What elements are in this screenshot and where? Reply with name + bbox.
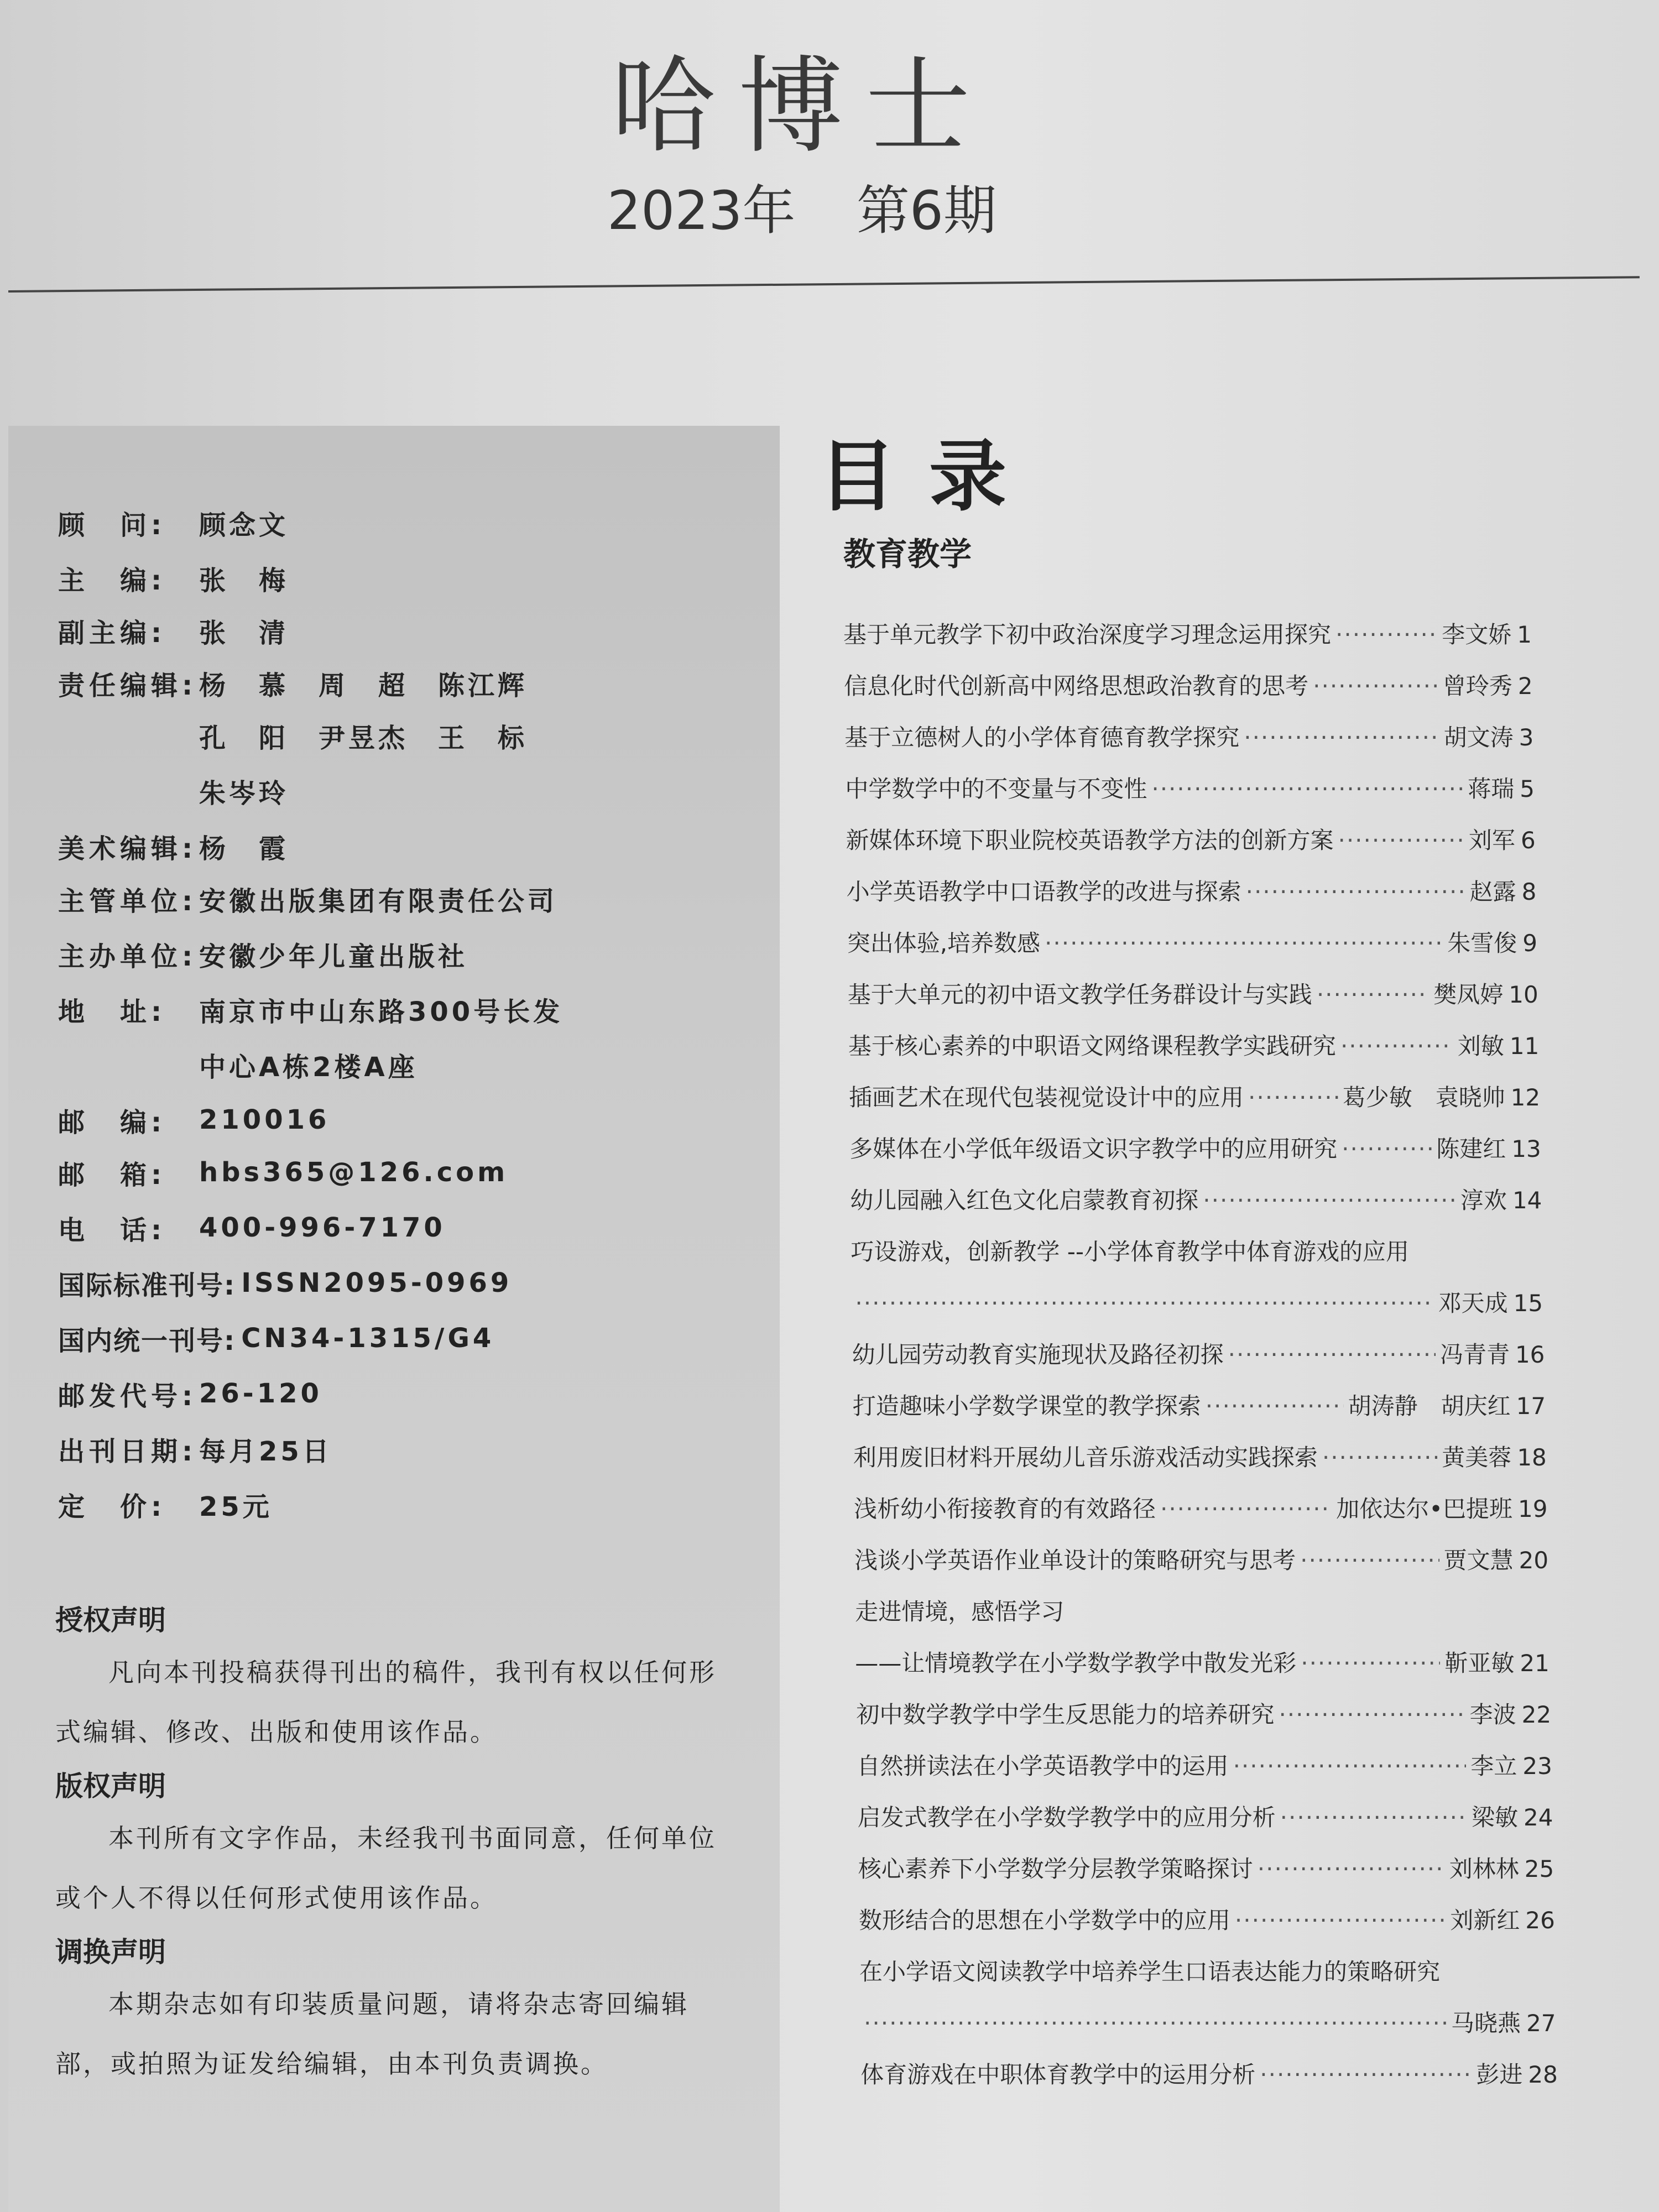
info-row	[58, 661, 528, 705]
toc-entry-author: 朱雪俊	[1447, 930, 1517, 957]
info-label: 主办单位:	[58, 941, 197, 972]
toc-leader-dots	[1335, 621, 1437, 648]
toc-entry-title: 浅谈小学英语作业单设计的策略研究与思考	[854, 1547, 1296, 1574]
toc-entry	[860, 2057, 1558, 2095]
toc-leader-dots	[1248, 1084, 1338, 1111]
toc-entry-author: 李文娇	[1442, 621, 1512, 648]
toc-entry-author: 樊凤婷	[1433, 981, 1504, 1008]
toc-entry	[854, 1491, 1547, 1530]
info-row	[58, 769, 289, 813]
info-label: 副主编:	[58, 617, 166, 649]
toc-entry-page: 9	[1522, 930, 1538, 957]
declaration-text: 凡向本刊投稿获得刊出的稿件，我刊有权以任何形式编辑、修改、出版和使用该作品。	[55, 1657, 717, 1747]
toc-entry-page: 11	[1509, 1032, 1540, 1060]
info-label: 主管单位:	[58, 885, 197, 917]
info-row	[58, 1206, 446, 1250]
toc-entry-title: 基于大单元的初中语文教学任务群设计与实践	[847, 981, 1312, 1008]
toc-leader-dots	[1340, 1032, 1453, 1060]
info-label: 美术编辑:	[58, 833, 197, 864]
toc-entry-title: 多媒体在小学低年级语文识字教学中的应用研究	[849, 1135, 1338, 1162]
toc-entry-title: 走进情境，感悟学习	[855, 1598, 1065, 1625]
toc-entry	[847, 925, 1537, 964]
toc-entry-page: 17	[1516, 1392, 1546, 1420]
toc-entry-title: 核心素养下小学数学分层教学策略探讨	[858, 1855, 1253, 1882]
toc-entry-title: 利用废旧材料开展幼儿音乐游戏活动实践探索	[853, 1444, 1318, 1471]
info-row	[58, 1316, 494, 1360]
toc-entry-author: 梁敏	[1472, 1804, 1519, 1831]
toc-entry	[855, 1645, 1550, 1684]
info-row	[58, 987, 563, 1031]
info-label: 邮 编:	[58, 1107, 166, 1138]
info-row	[58, 1371, 322, 1416]
info-value: 杨 慕 周 超 陈江辉	[199, 670, 528, 701]
info-label: 地 址:	[58, 996, 166, 1027]
toc-entry	[858, 1851, 1554, 1890]
toc-entry	[847, 874, 1537, 912]
toc-entry-title: 插画艺术在现代包装视觉设计中的应用	[849, 1084, 1244, 1111]
toc-entry-author: 淳欢	[1460, 1187, 1507, 1214]
toc-entry-page: 25	[1524, 1855, 1554, 1882]
toc-entry	[854, 1542, 1548, 1581]
toc-entry-title: 巧设游戏，创新教学 --小学体育教学中体育游戏的应用	[851, 1238, 1410, 1265]
toc-leader-dots	[1342, 1135, 1432, 1162]
toc-leader-dots	[1206, 1392, 1344, 1420]
toc-entry-title: 基于单元教学下初中政治深度学习理念运用探究	[843, 621, 1332, 648]
toc-leader-dots	[1160, 1495, 1332, 1522]
info-value: 安徽少年儿童出版社	[199, 941, 468, 972]
toc-entry-page: 22	[1521, 1701, 1552, 1728]
toc-entry-title: 幼儿园劳动教育实施现状及路径初探	[852, 1341, 1224, 1368]
info-value: 杨 霞	[199, 833, 289, 864]
toc-leader-dots	[1322, 1444, 1437, 1471]
declaration-text: 本期杂志如有印装质量问题，请将杂志寄回编辑部，或拍照为证发给编辑，由本刊负责调换。	[55, 1989, 689, 2079]
declaration-text: 本刊所有文字作品，未经我刊书面同意，任何单位或个人不得以任何形式使用该作品。	[55, 1823, 717, 1913]
toc-leader-dots	[1235, 1907, 1446, 1934]
info-value: 安徽出版集团有限责任公司	[199, 885, 558, 917]
toc-entry-title: 体育游戏在中职体育教学中的运用分析	[860, 2061, 1256, 2088]
toc-entry-title: 突出体验,培养数感	[847, 930, 1041, 957]
toc-title: 目录	[818, 432, 1040, 522]
toc-leader-dots	[1317, 981, 1429, 1008]
declaration-heading: 调换声明	[55, 1936, 166, 1968]
toc-entry-author: 刘敏	[1457, 1032, 1504, 1060]
toc-entry-title: 中学数学中的不变量与不变性	[845, 775, 1147, 802]
info-value: ISSN2095-0969	[241, 1267, 513, 1298]
info-value: 张 清	[199, 617, 289, 649]
toc-entry-page: 20	[1519, 1547, 1549, 1574]
toc-entry-subtitle: ——让情境教学在小学数学教学中散发光彩	[855, 1650, 1297, 1677]
toc-entry	[844, 668, 1533, 707]
toc-entry-author: 葛少敏 袁晓帅	[1342, 1084, 1505, 1111]
toc-leader-dots	[1301, 1650, 1440, 1677]
toc-entry-page: 12	[1510, 1084, 1541, 1111]
toc-entry-page: 3	[1519, 724, 1534, 751]
toc-entry-page: 18	[1517, 1444, 1547, 1471]
info-row	[58, 1150, 508, 1194]
toc-entry-author: 靳亚敏	[1444, 1650, 1515, 1677]
toc-entry	[849, 1079, 1540, 1118]
toc-entry-title: 打造趣味小学数学课堂的教学探索	[852, 1392, 1201, 1420]
info-label: 定 价:	[58, 1491, 166, 1522]
toc-leader-dots	[1228, 1341, 1436, 1368]
info-label: 邮 箱:	[58, 1159, 166, 1191]
info-row	[58, 1261, 512, 1305]
toc-entry-author: 邓天成	[1438, 1290, 1508, 1317]
toc-entry-author: 李波	[1469, 1701, 1516, 1728]
info-value: 400-996-7170	[199, 1212, 446, 1243]
toc-entry	[850, 1182, 1542, 1221]
info-value: 南京市中山东路300号长发	[199, 996, 564, 1027]
info-label: 主 编:	[58, 565, 166, 596]
info-label: 电 话:	[58, 1214, 166, 1246]
info-row	[58, 713, 528, 758]
toc-leader-dots	[1203, 1187, 1456, 1214]
toc-entry-title: 小学英语教学中口语教学的改进与探索	[846, 878, 1241, 905]
toc-entry-author: 胡文涛	[1443, 724, 1514, 751]
declaration-heading: 版权声明	[55, 1770, 166, 1802]
toc-entry-author: 刘林林	[1449, 1855, 1519, 1882]
info-label: 出刊日期:	[58, 1436, 197, 1467]
toc-entry-title: 基于立德树人的小学体育德育教学探究	[844, 724, 1240, 751]
toc-entry-author: 陈建红	[1436, 1135, 1506, 1162]
issue-line	[0, 169, 1604, 244]
info-value: 每月25日	[199, 1436, 332, 1467]
info-value: 顾念文	[199, 509, 289, 541]
info-row	[58, 932, 468, 976]
toc-entry-title: 自然拼读法在小学英语教学中的运用	[857, 1752, 1229, 1780]
toc-entry	[851, 1285, 1543, 1324]
toc-entry-page: 10	[1509, 981, 1538, 1008]
toc-entry-page: 1	[1517, 621, 1532, 648]
declaration-heading: 授权声明	[55, 1604, 166, 1636]
toc-leader-dots	[855, 1290, 1433, 1317]
info-row	[58, 824, 289, 868]
toc-entry-page: 21	[1520, 1650, 1550, 1677]
toc-entry-author: 冯青青	[1439, 1341, 1510, 1368]
info-row	[58, 877, 557, 921]
toc-leader-dots	[1313, 672, 1438, 700]
toc-leader-dots	[1338, 827, 1464, 854]
info-value: 25元	[199, 1491, 273, 1522]
info-row	[58, 556, 289, 600]
toc-leader-dots	[864, 2010, 1447, 2037]
toc-entry	[856, 1697, 1551, 1735]
info-value: 210016	[199, 1104, 330, 1135]
toc-entry-page: 15	[1513, 1290, 1543, 1317]
toc-entry-page: 5	[1520, 775, 1535, 802]
toc-entry-page: 28	[1528, 2061, 1558, 2088]
magazine-title: 哈博士	[611, 45, 993, 168]
info-row	[58, 1098, 330, 1142]
info-label: 顾 问:	[58, 509, 166, 541]
toc-entry	[857, 1748, 1552, 1787]
toc-entry-title: 基于核心素养的中职语文网络课程教学实践研究	[848, 1032, 1336, 1060]
toc-entry-page: 27	[1526, 2010, 1556, 2037]
toc-leader-dots	[1246, 878, 1465, 905]
toc-entry-page: 2	[1517, 672, 1533, 700]
toc-entry-title: 新媒体环境下职业院校英语教学方法的创新方案	[846, 827, 1334, 854]
toc-entry-title: 幼儿园融入红色文化启蒙教育初探	[850, 1187, 1199, 1214]
info-label: 邮发代号:	[58, 1380, 197, 1412]
toc-entry	[845, 771, 1535, 810]
toc-section-heading: 教育教学	[843, 535, 972, 573]
info-value: 26-120	[199, 1378, 322, 1409]
info-label: 国内统一刊号:	[58, 1325, 236, 1357]
toc-entry	[846, 822, 1535, 861]
toc-entry-page: 23	[1522, 1752, 1552, 1780]
issue-year: 2023年	[607, 180, 796, 242]
toc-entry-title: 启发式教学在小学数学教学中的应用分析	[857, 1804, 1276, 1831]
toc-entry-title: 浅析幼小衔接教育的有效路径	[853, 1495, 1156, 1522]
toc-entry-author: 黄美蓉	[1442, 1444, 1512, 1471]
info-value: 中心A栋2楼A座	[199, 1051, 418, 1083]
toc-entry	[853, 1388, 1546, 1427]
toc-entry-author: 加依达尔•巴提班	[1336, 1495, 1512, 1522]
info-row	[58, 500, 289, 545]
toc-entry	[858, 1799, 1553, 1838]
toc-entry-author: 刘新红	[1450, 1907, 1520, 1934]
toc-entry-page: 16	[1515, 1341, 1545, 1368]
toc-leader-dots	[1280, 1804, 1467, 1831]
toc-entry	[849, 1131, 1541, 1170]
toc-entry-title: 信息化时代创新高中网络思想政治教育的思考	[844, 672, 1309, 700]
toc-entry-author: 赵露	[1469, 878, 1516, 905]
toc-entry-page: 14	[1512, 1187, 1542, 1214]
toc-leader-dots	[1279, 1701, 1465, 1728]
info-value: hbs365@126.com	[199, 1157, 509, 1188]
toc-leader-dots	[1300, 1547, 1439, 1574]
info-row	[58, 1427, 332, 1471]
toc-entry-page: 19	[1518, 1495, 1548, 1522]
toc-entry	[859, 2005, 1556, 2044]
toc-entry-title: 初中数学教学中学生反思能力的培养研究	[856, 1701, 1275, 1728]
toc-entry	[848, 977, 1538, 1015]
toc-entry	[852, 1337, 1545, 1375]
toc-entry-author: 李立	[1470, 1752, 1517, 1780]
toc-entry-author: 马晓燕	[1451, 2010, 1521, 2037]
toc-entry	[843, 617, 1532, 655]
toc-leader-dots	[1151, 775, 1463, 802]
toc-entry	[848, 1028, 1539, 1067]
info-value: CN34-1315/G4	[241, 1323, 495, 1354]
toc-entry-title: 在小学语文阅读教学中培养学生口语表达能力的策略研究	[859, 1958, 1441, 1985]
toc-entry	[844, 719, 1533, 758]
toc-leader-dots	[1258, 1855, 1445, 1882]
toc-entry-author: 胡涛静 胡庆红	[1348, 1392, 1511, 1420]
toc-leader-dots	[1244, 724, 1439, 751]
info-row	[58, 608, 289, 653]
toc-leader-dots	[1233, 1752, 1467, 1780]
issue-number: 第6期	[856, 180, 997, 242]
info-label: 国际标准刊号:	[58, 1270, 236, 1301]
toc-leader-dots	[1260, 2061, 1472, 2088]
info-value: 朱岑玲	[199, 778, 289, 809]
toc-entry-title: 数形结合的思想在小学数学中的应用	[858, 1907, 1230, 1934]
toc-entry-page: 26	[1525, 1907, 1555, 1934]
toc-entry-page: 13	[1511, 1135, 1541, 1162]
toc-entry	[859, 1902, 1555, 1941]
info-label: 责任编辑:	[58, 670, 197, 701]
toc-entry-author: 蒋瑞	[1468, 775, 1515, 802]
toc-entry-author: 彭进	[1476, 2061, 1523, 2088]
toc-entry	[853, 1439, 1547, 1478]
info-row	[58, 1482, 273, 1526]
header-divider	[8, 276, 1640, 293]
info-value: 孔 阳 尹昱杰 王 标	[199, 722, 528, 754]
info-row	[58, 1042, 418, 1087]
toc-entry-author: 曾玲秀	[1442, 672, 1512, 700]
info-value: 张 梅	[199, 565, 289, 596]
toc-entry-page: 8	[1521, 878, 1537, 905]
toc-entry-page: 24	[1524, 1804, 1553, 1831]
toc-entry-author: 贾文慧	[1443, 1547, 1514, 1574]
toc-entry-author: 刘军	[1468, 827, 1515, 854]
toc-entry-page: 6	[1520, 827, 1536, 854]
toc-leader-dots	[1045, 930, 1443, 957]
